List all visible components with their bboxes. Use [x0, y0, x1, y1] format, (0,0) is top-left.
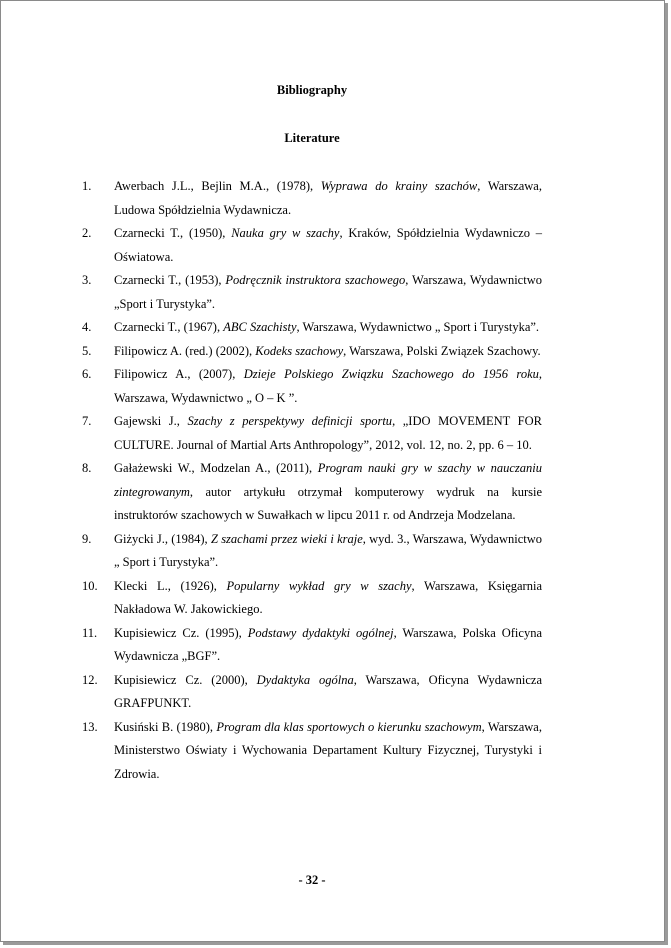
page-title: Bibliography	[276, 83, 348, 97]
entry-publication: , Warszawa, Wydawnictwo „ Sport i Turystyka”.	[296, 320, 540, 334]
entry-title: Z szachami przez wieki i kraje	[210, 531, 363, 546]
bibliography-entry	[82, 222, 542, 269]
bibliography-entry	[82, 410, 542, 457]
entry-number: 2.	[82, 226, 92, 240]
entry-authors: Awerbach J.L., Bejlin M.A., (1978),	[114, 179, 321, 193]
entry-title: Kodeks szachowy	[255, 343, 344, 358]
entry-title: Wyprawa do krainy szachów	[320, 179, 478, 193]
bibliography-entry	[82, 175, 542, 222]
entry-publication: , „IDO MOVEMENT FOR CULTURE. Journal of Martial Arts Anthropology”, 2012, vol. 12, no. 2, pp. 6 – 10.	[114, 414, 542, 452]
entry-number: 12.	[82, 672, 98, 687]
entry-publication: , Warszawa, Ministerstwo Oświaty i Wychowania Departament Kultury Fizycznej, Turystyki i Zdrowia.	[114, 719, 542, 781]
bibliography-entry	[82, 575, 542, 622]
bibliography-entry	[82, 528, 542, 575]
bibliography-entry	[82, 457, 542, 528]
entry-number: 10.	[82, 578, 98, 593]
entry-authors: Klecki L., (1926),	[114, 578, 227, 593]
entry-publication: , wyd. 3., Warszawa, Wydawnictwo „ Sport i Turystyka”.	[114, 531, 542, 569]
entry-title: Dzieje Polskiego Związku Szachowego do 1956 roku	[243, 367, 539, 381]
entry-title: ABC Szachisty	[223, 320, 297, 334]
entry-authors: Czarnecki T., (1953),	[114, 273, 226, 287]
entry-authors: Filipowicz A., (2007),	[114, 367, 244, 381]
entry-publication: , Warszawa, Polska Oficyna Wydawnicza „BGF”.	[114, 625, 542, 663]
entry-authors: Kupisiewicz Cz. (1995),	[114, 625, 248, 640]
entry-authors: Gałażewski W., Modzelan A., (2011),	[114, 461, 318, 475]
section-title: Literature	[284, 131, 340, 145]
bibliography-entry	[82, 716, 542, 787]
entry-title: Popularny wykład gry w szachy	[226, 578, 412, 593]
entry-publication: , Warszawa, Polski Związek Szachowy.	[343, 343, 541, 358]
entry-title: Program dla klas sportowych o kierunku szachowym	[216, 719, 482, 734]
entry-number: 4.	[82, 320, 92, 334]
entry-authors: Kupisiewicz Cz. (2000),	[114, 672, 257, 687]
entry-authors: Czarnecki T., (1967),	[114, 320, 224, 334]
entry-title: Program nauki gry w szachy w nauczaniu zintegrowanym	[114, 461, 542, 499]
entry-number: 11.	[82, 625, 98, 640]
entry-number: 13.	[82, 719, 98, 734]
entry-publication: , Warszawa, Wydawnictwo „Sport i Turystyka”.	[114, 273, 542, 311]
entry-number: 8.	[82, 461, 92, 475]
entry-number: 3.	[82, 273, 92, 287]
bibliography-list	[82, 175, 542, 786]
entry-authors: Giżycki J., (1984),	[114, 531, 211, 546]
entry-title: Dydaktyka ogólna	[256, 672, 354, 687]
entry-number: 7.	[82, 414, 92, 428]
entry-publication: , Kraków, Spółdzielnia Wydawniczo – Oświatowa.	[114, 226, 542, 264]
entry-title: Podstawy dydaktyki ogólnej	[247, 625, 394, 640]
bibliography-entry	[82, 363, 542, 410]
entry-title: Nauka gry w szachy	[231, 226, 340, 240]
entry-publication: , Warszawa, Księgarnia Nakładowa W. Jakowickiego.	[114, 578, 542, 616]
entry-publication: , Warszawa, Ludowa Spółdzielnia Wydawnicza.	[114, 179, 542, 217]
entry-number: 1.	[82, 179, 92, 193]
bibliography-entry	[82, 269, 542, 316]
page-number: - 32 -	[298, 873, 326, 887]
entry-number: 5.	[82, 343, 92, 358]
entry-publication: , Warszawa, Wydawnictwo „ O – K ”.	[114, 367, 542, 405]
bibliography-entry	[82, 340, 542, 364]
bibliography-entry	[82, 316, 542, 340]
entry-title: Szachy z perspektywy definicji sportu	[187, 414, 393, 428]
entry-authors: Gajewski J.,	[114, 414, 188, 428]
entry-publication: , autor artykułu otrzymał komputerowy wydruk na kursie instruktorów szachowych w Suwałkach w lipcu 2011 r. od Andrzeja Modzelana.	[114, 484, 542, 522]
entry-authors: Kusiński B. (1980),	[114, 719, 217, 734]
entry-number: 6.	[82, 367, 92, 381]
entry-publication: , Warszawa, Oficyna Wydawnicza GRAFPUNKT.	[114, 672, 543, 710]
entry-authors: Czarnecki T., (1950),	[114, 226, 232, 240]
entry-number: 9.	[82, 531, 92, 546]
bibliography-entry	[82, 669, 542, 716]
entry-title: Podręcznik instruktora szachowego	[225, 273, 406, 287]
entry-authors: Filipowicz A. (red.) (2002),	[114, 343, 256, 358]
bibliography-entry	[82, 622, 542, 669]
